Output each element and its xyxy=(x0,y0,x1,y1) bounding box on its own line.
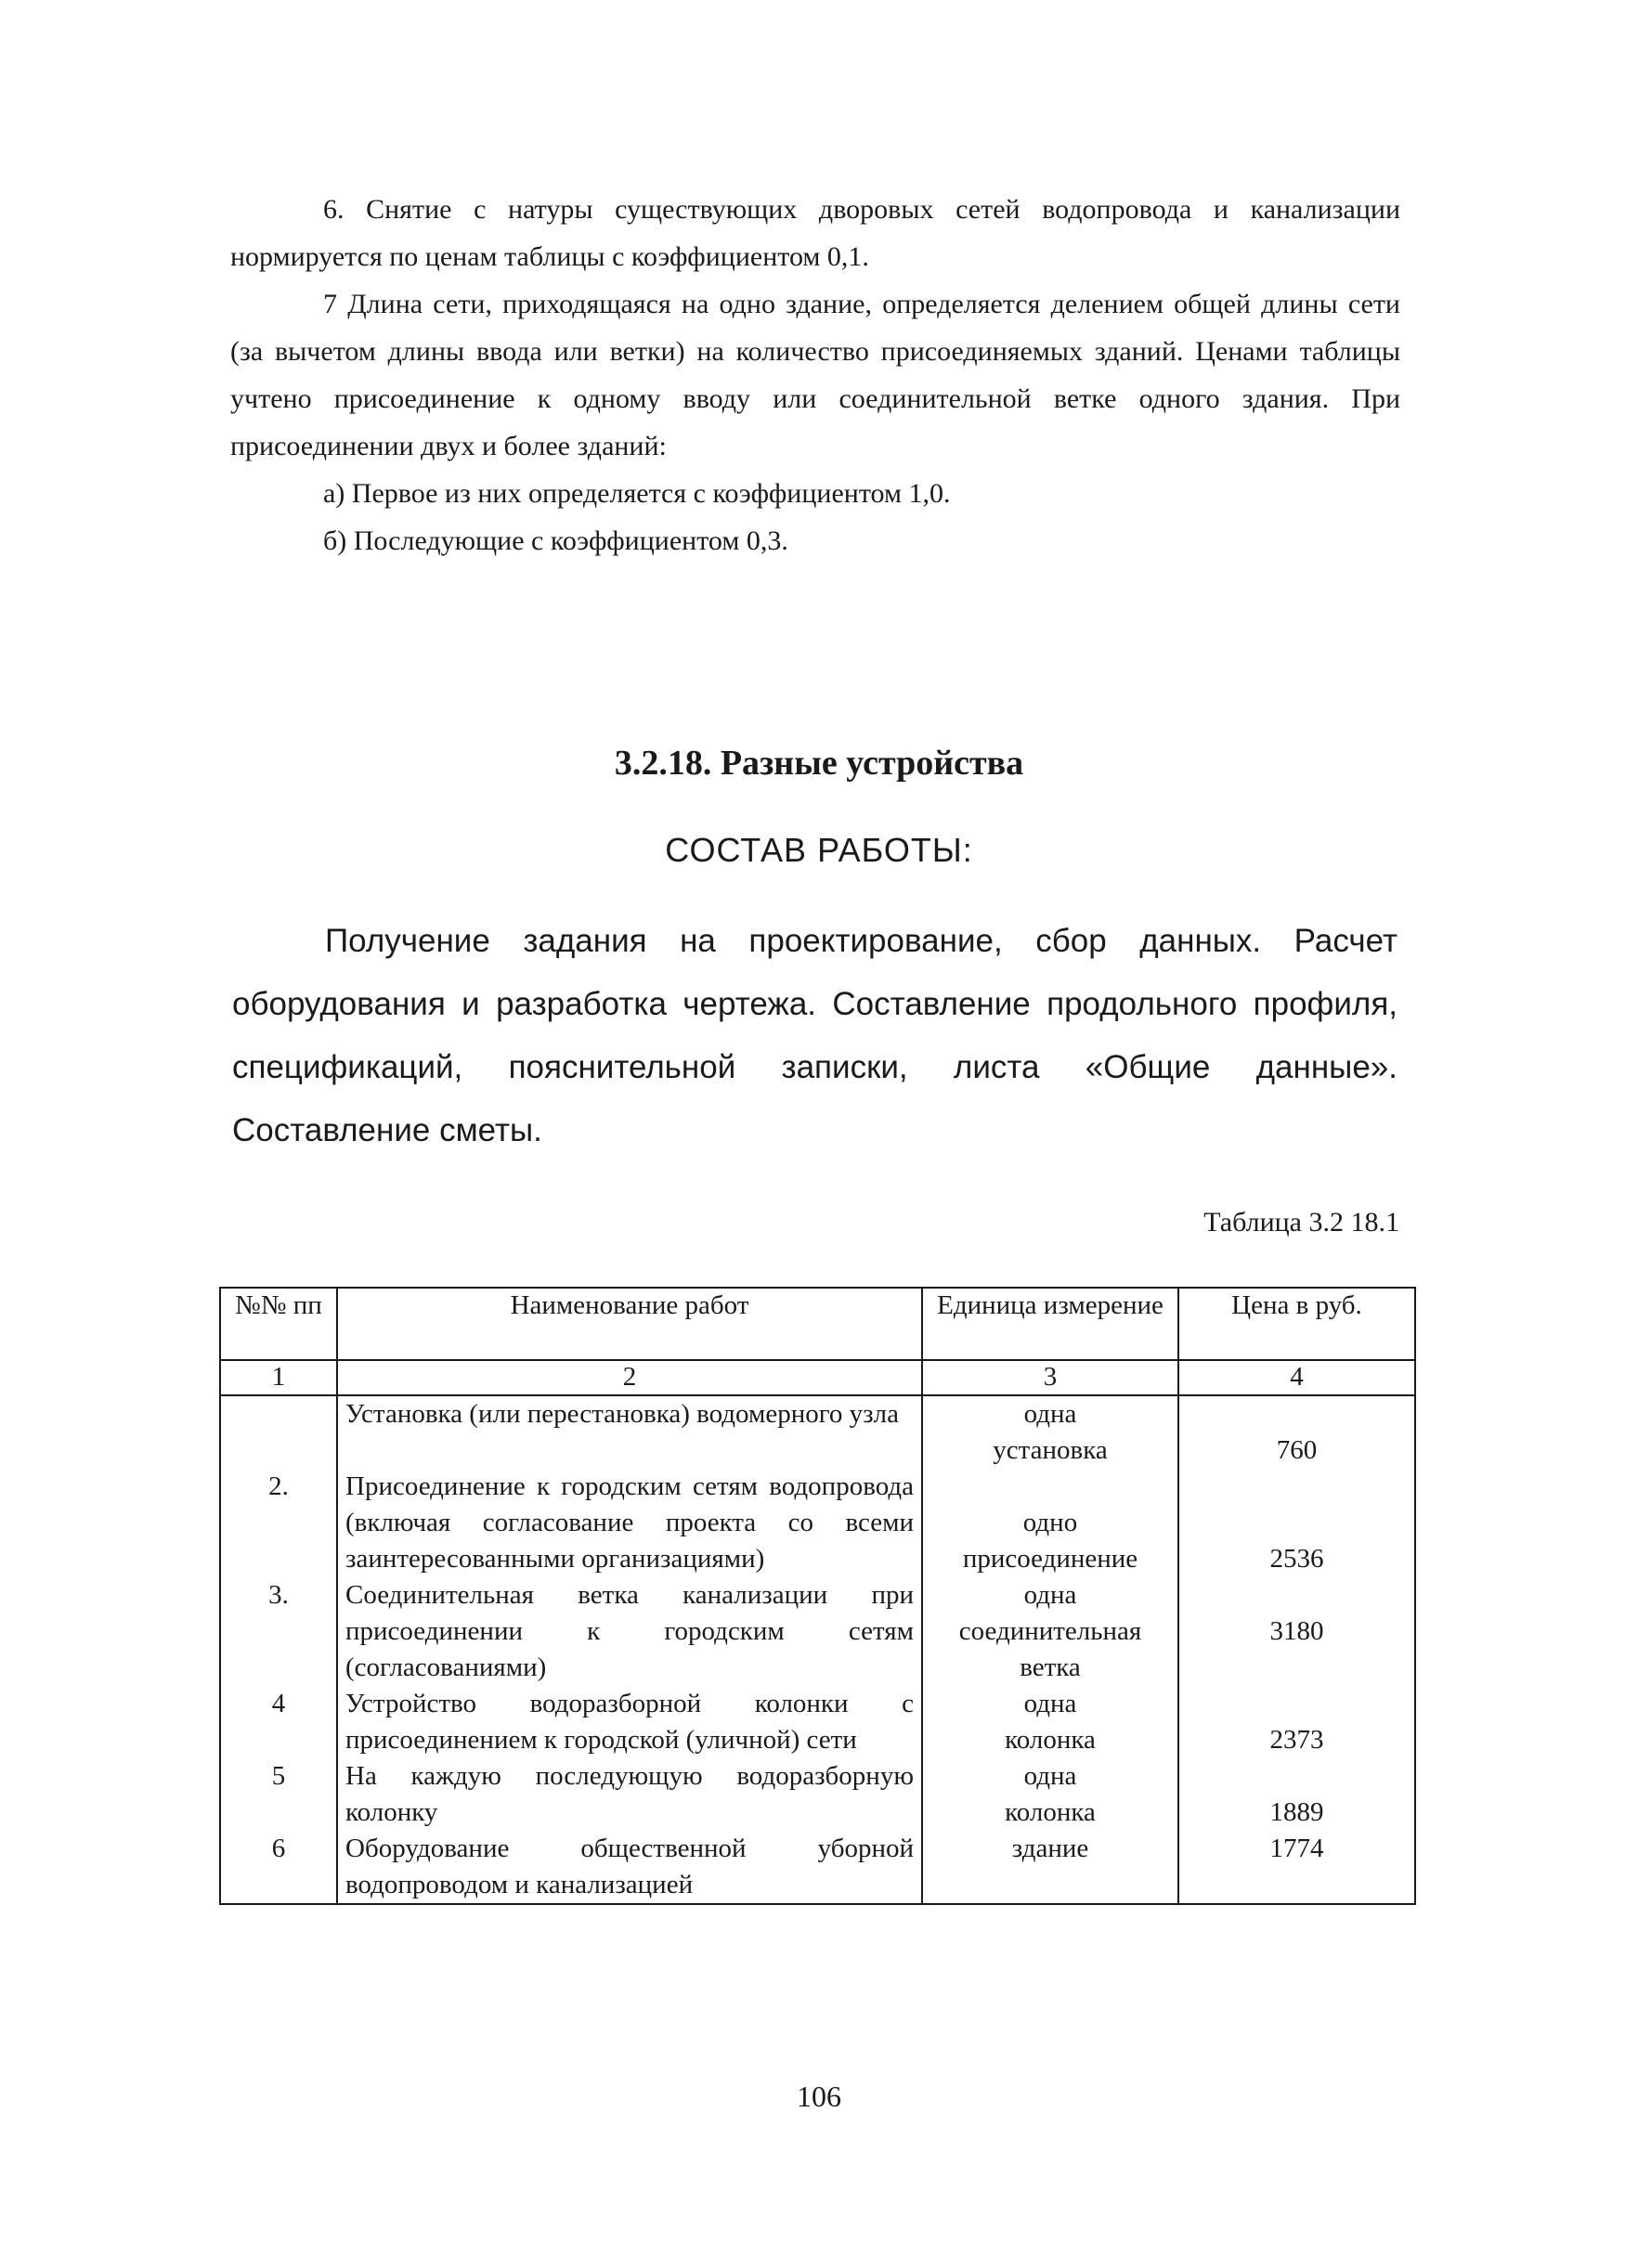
unit-of-measure: одна колонка xyxy=(922,1758,1178,1831)
table-caption: Таблица 3.2 18.1 xyxy=(1203,1207,1399,1238)
table-row xyxy=(220,1469,1415,1577)
column-number: 2 xyxy=(337,1360,922,1395)
table-row xyxy=(220,1577,1415,1686)
note-7a: а) Первое из них определяется с коэффициентом 1,0. xyxy=(323,478,951,509)
price: 760 xyxy=(1178,1395,1415,1469)
work-name: На каждую последующую водоразборную колонку xyxy=(337,1758,922,1831)
row-number: 6 xyxy=(220,1831,337,1904)
row-number xyxy=(220,1395,337,1469)
unit-of-measure: одно присоединение xyxy=(922,1469,1178,1577)
work-name: Установка (или перестановка) водомерного узла xyxy=(337,1395,922,1469)
note-7b: б) Последующие с коэффициентом 0,3. xyxy=(323,525,788,556)
note-7: 7 Длина сети, приходящаяся на одно здание, определяется делением общей длины сети (за вычетом длины ввода или ветки) на количество присоединяемых зданий. Ценами таблицы учтено присоединение к одному вводу или соединительной ветке одного здания. При присоединении двух и более зданий: xyxy=(230,289,1400,461)
header-num: №№ пп xyxy=(220,1288,337,1360)
price: 3180 xyxy=(1178,1577,1415,1686)
unit-of-measure: одна соединительная ветка xyxy=(922,1577,1178,1686)
price: 1889 xyxy=(1178,1758,1415,1831)
table-row xyxy=(220,1831,1415,1904)
works-table xyxy=(219,1287,1416,1905)
header-price: Цена в руб. xyxy=(1178,1288,1415,1360)
header-name: Наименование работ xyxy=(337,1288,922,1360)
row-number: 3. xyxy=(220,1577,337,1686)
table-header-row xyxy=(220,1288,1415,1360)
row-number: 4 xyxy=(220,1686,337,1758)
section-title: 3.2.18. Разные устройства xyxy=(614,744,1024,783)
column-number: 3 xyxy=(922,1360,1178,1395)
composition-heading: СОСТАВ РАБОТЫ: xyxy=(665,831,973,869)
table-row xyxy=(220,1395,1415,1469)
column-number-row xyxy=(220,1360,1415,1395)
price: 2536 xyxy=(1178,1469,1415,1577)
price: 2373 xyxy=(1178,1686,1415,1758)
unit-of-measure: одна установка xyxy=(922,1395,1178,1469)
header-unit: Единица измерение xyxy=(922,1288,1178,1360)
table-row xyxy=(220,1686,1415,1758)
unit-of-measure: одна колонка xyxy=(922,1686,1178,1758)
notes-block xyxy=(230,186,1400,564)
work-name: Присоединение к городским сетям водопровода (включая согласование проекта со всеми заинтересованными организациями) xyxy=(337,1469,922,1577)
price: 1774 xyxy=(1178,1831,1415,1904)
work-name: Устройство водоразборной колонки с присоединением к городской (уличной) сети xyxy=(337,1686,922,1758)
work-name: Оборудование общественной уборной водопроводом и канализацией xyxy=(337,1831,922,1904)
page-number: 106 xyxy=(797,2080,841,2113)
unit-of-measure: здание xyxy=(922,1831,1178,1904)
table-row xyxy=(220,1758,1415,1831)
column-number: 4 xyxy=(1178,1360,1415,1395)
work-name: Соединительная ветка канализации при присоединении к городским сетям (согласованиями) xyxy=(337,1577,922,1686)
row-number: 5 xyxy=(220,1758,337,1831)
composition-text: Получение задания на проектирование, сбор данных. Расчет оборудования и разработка чертежа. Составление продольного профиля, спецификаций, пояснительной записки, листа «Общие данные». Составление сметы. xyxy=(232,923,1398,1148)
column-number: 1 xyxy=(220,1360,337,1395)
row-number: 2. xyxy=(220,1469,337,1577)
note-6: 6. Снятие с натуры существующих дворовых сетей водопровода и канализации нормируется по ценам таблицы с коэффициентом 0,1. xyxy=(230,194,1400,272)
